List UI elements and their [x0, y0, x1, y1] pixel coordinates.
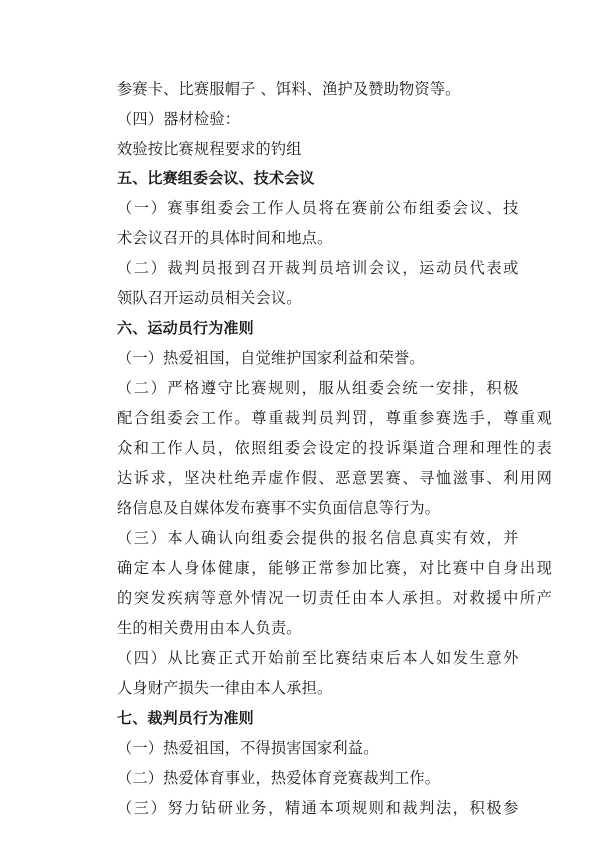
text-line: 人身财产损失一律由本人承担。 [117, 679, 333, 697]
text-line: 术会议召开的具体时间和地点。 [117, 229, 333, 247]
text-line: 参赛卡、比赛服帽子 、饵料、渔护及赞助物资等。 [117, 80, 461, 98]
text-line: 众和工作人员，依照组委会设定的投诉渠道合理和理性的表 [117, 439, 554, 457]
text-line: 配合组委会工作。尊重裁判员判罚，尊重参赛选手，尊重观 [117, 409, 554, 427]
text-line: （三）本人确认向组委会提供的报名信息真实有效，并 [117, 529, 520, 547]
subheading-line: （四）器材检验： [117, 110, 241, 128]
text-line: 效验按比赛规程要求的钓组 [117, 140, 302, 158]
text-line: （一）热爱祖国，自觉维护国家利益和荣誉。 [117, 349, 425, 367]
text-line: （二）裁判员报到召开裁判员培训会议，运动员代表或 [117, 259, 520, 277]
text-line: （四）从比赛正式开始前至比赛结束后本人如发生意外 [117, 649, 520, 667]
text-line: 生的相关费用由本人负责。 [117, 619, 302, 637]
text-line: 的突发疾病等意外情况一切责任由本人承担。对救援中所产 [117, 589, 554, 607]
text-line: 确定本人身体健康，能够正常参加比赛，对比赛中自身出现 [117, 559, 554, 577]
text-line: （一）赛事组委会工作人员将在赛前公布组委会议、技 [117, 199, 520, 217]
text-line: （一）热爱祖国，不得损害国家利益。 [117, 739, 379, 757]
section-heading-6: 六、运动员行为准则 [117, 319, 254, 337]
text-line: 络信息及自媒体发布赛事不实负面信息等行为。 [117, 499, 441, 517]
text-line: 达诉求，坚决杜绝弄虚作假、恶意罢赛、寻恤滋事、利用网 [117, 469, 554, 487]
text-line: （三）努力钻研业务，精通本项规则和裁判法，积极参 [117, 799, 520, 817]
section-heading-5: 五、比赛组委会议、技术会议 [117, 169, 315, 187]
text-line: （二）严格遵守比赛规则，服从组委会统一安排，积极 [117, 379, 520, 397]
text-line: 领队召开运动员相关会议。 [117, 289, 302, 307]
text-line: （二）热爱体育事业，热爱体育竞赛裁判工作。 [117, 769, 441, 787]
section-heading-7: 七、裁判员行为准则 [117, 709, 254, 727]
